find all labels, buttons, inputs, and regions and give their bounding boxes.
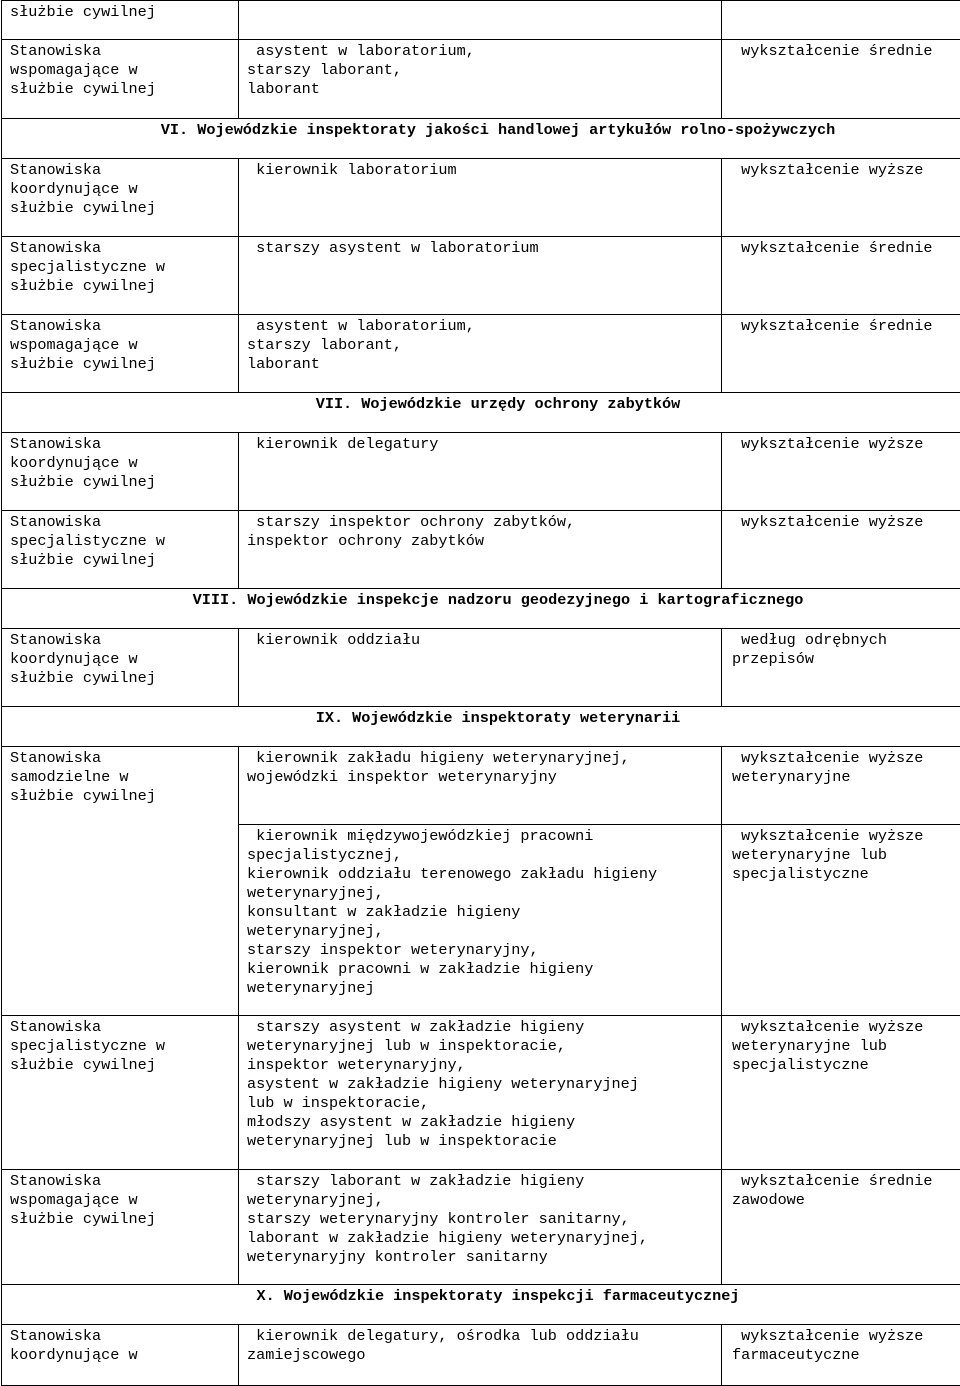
cell-line: służbie cywilnej	[10, 3, 234, 22]
position-group-cell	[2, 629, 239, 707]
section-header-row	[2, 393, 960, 433]
cell-line: zamiejscowego	[247, 1346, 717, 1365]
table-row	[2, 511, 960, 589]
cell-line: służbie cywilnej	[10, 551, 234, 570]
cell-line: specjalistyczne w	[10, 532, 234, 551]
section-title: VIII. Wojewódzkie inspekcje nadzoru geodezyjnego i kartograficznego	[2, 589, 960, 629]
cell-line: wspomagające w	[10, 1191, 234, 1210]
requirements-cell	[722, 511, 960, 589]
table-row	[2, 825, 960, 1016]
cell-line: kierownik laboratorium	[247, 161, 717, 180]
cell-line: specjalistycznej,	[247, 846, 717, 865]
section-title: X. Wojewódzkie inspektoraty inspekcji farmaceutycznej	[2, 1285, 960, 1325]
cell-line: starszy inspektor ochrony zabytków,	[247, 513, 717, 532]
cell-line: Stanowiska	[10, 749, 234, 768]
positions-table-body	[2, 1, 960, 1386]
position-titles-cell	[239, 1, 722, 40]
cell-line: specjalistyczne	[732, 1056, 960, 1075]
position-group-cell	[2, 1325, 239, 1386]
table-row	[2, 159, 960, 237]
cell-line: służbie cywilnej	[10, 1056, 234, 1075]
cell-line: służbie cywilnej	[10, 355, 234, 374]
table-row	[2, 315, 960, 393]
position-titles-cell	[239, 40, 722, 119]
cell-line: asystent w zakładzie higieny weterynaryjnej	[247, 1075, 717, 1094]
cell-line: starszy asystent w zakładzie higieny	[247, 1018, 717, 1037]
position-titles-cell	[239, 315, 722, 393]
position-group-cell	[2, 40, 239, 119]
cell-line: koordynujące w	[10, 180, 234, 199]
cell-line: wykształcenie wyższe	[732, 161, 960, 180]
position-group-cell	[2, 511, 239, 589]
table-row	[2, 1325, 960, 1386]
cell-line: laborant w zakładzie higieny weterynaryjnej,	[247, 1229, 717, 1248]
positions-table	[1, 0, 960, 1386]
cell-line: weterynaryjnej lub w inspektoracie	[247, 1132, 717, 1151]
cell-line: weterynaryjnej	[247, 979, 717, 998]
cell-line: weterynaryjnej,	[247, 884, 717, 903]
cell-line: Stanowiska	[10, 1327, 234, 1346]
cell-line: wykształcenie wyższe	[732, 435, 960, 454]
position-group-cell	[2, 825, 239, 1016]
cell-line: wykształcenie średnie	[732, 239, 960, 258]
position-titles-cell	[239, 629, 722, 707]
cell-line: kierownik oddziału terenowego zakładu higieny	[247, 865, 717, 884]
cell-line: laborant	[247, 355, 717, 374]
position-group-cell	[2, 315, 239, 393]
cell-line: wojewódzki inspektor weterynaryjny	[247, 768, 717, 787]
cell-line: koordynujące w	[10, 1346, 234, 1365]
position-group-cell	[2, 433, 239, 511]
cell-line: służbie cywilnej	[10, 277, 234, 296]
requirements-cell	[722, 825, 960, 1016]
cell-line: przepisów	[732, 650, 960, 669]
cell-line: weterynaryjnej,	[247, 1191, 717, 1210]
cell-line: starszy asystent w laboratorium	[247, 239, 717, 258]
table-row	[2, 433, 960, 511]
cell-line: lub w inspektoracie,	[247, 1094, 717, 1113]
cell-line: wykształcenie średnie	[732, 317, 960, 336]
cell-line: służbie cywilnej	[10, 787, 234, 806]
position-titles-cell	[239, 1170, 722, 1285]
position-titles-cell	[239, 825, 722, 1016]
position-titles-cell	[239, 159, 722, 237]
requirements-cell	[722, 159, 960, 237]
cell-line: kierownik delegatury	[247, 435, 717, 454]
cell-line: weterynaryjnej lub w inspektoracie,	[247, 1037, 717, 1056]
cell-line: asystent w laboratorium,	[247, 42, 717, 61]
section-header-row	[2, 1285, 960, 1325]
table-row	[2, 629, 960, 707]
cell-line: wspomagające w	[10, 336, 234, 355]
cell-line: kierownik zakładu higieny weterynaryjnej,	[247, 749, 717, 768]
table-row	[2, 237, 960, 315]
cell-line: inspektor ochrony zabytków	[247, 532, 717, 551]
position-group-cell	[2, 237, 239, 315]
cell-line: kierownik pracowni w zakładzie higieny	[247, 960, 717, 979]
cell-line: kierownik oddziału	[247, 631, 717, 650]
cell-line: inspektor weterynaryjny,	[247, 1056, 717, 1075]
section-title: VI. Wojewódzkie inspektoraty jakości handlowej artykułów rolno-spożywczych	[2, 119, 960, 159]
cell-line: Stanowiska	[10, 317, 234, 336]
cell-line: weterynaryjny kontroler sanitarny	[247, 1248, 717, 1267]
cell-line: weterynaryjne lub	[732, 846, 960, 865]
position-group-cell	[2, 1, 239, 40]
cell-line: weterynaryjne	[732, 768, 960, 787]
cell-line: kierownik delegatury, ośrodka lub oddziału	[247, 1327, 717, 1346]
cell-line: służbie cywilnej	[10, 473, 234, 492]
position-titles-cell	[239, 237, 722, 315]
section-header-row	[2, 589, 960, 629]
cell-line: wykształcenie średnie	[732, 42, 960, 61]
position-group-cell	[2, 747, 239, 825]
requirements-cell	[722, 315, 960, 393]
position-titles-cell	[239, 433, 722, 511]
requirements-cell	[722, 1325, 960, 1386]
cell-line: specjalistyczne w	[10, 1037, 234, 1056]
table-row	[2, 40, 960, 119]
cell-line: weterynaryjne lub	[732, 1037, 960, 1056]
section-title: VII. Wojewódzkie urzędy ochrony zabytków	[2, 393, 960, 433]
cell-line: Stanowiska	[10, 42, 234, 61]
section-header-row	[2, 119, 960, 159]
requirements-cell	[722, 747, 960, 825]
cell-line: specjalistyczne	[732, 865, 960, 884]
cell-line: laborant	[247, 80, 717, 99]
cell-line: specjalistyczne w	[10, 258, 234, 277]
cell-line: służbie cywilnej	[10, 80, 234, 99]
cell-line: służbie cywilnej	[10, 669, 234, 688]
cell-line: koordynujące w	[10, 650, 234, 669]
table-row	[2, 747, 960, 825]
cell-line: wykształcenie wyższe	[732, 513, 960, 532]
table-row	[2, 1016, 960, 1170]
requirements-cell	[722, 40, 960, 119]
table-row	[2, 1, 960, 40]
cell-line: farmaceutyczne	[732, 1346, 960, 1365]
position-titles-cell	[239, 747, 722, 825]
section-header-row	[2, 707, 960, 747]
position-titles-cell	[239, 511, 722, 589]
cell-line: Stanowiska	[10, 1018, 234, 1037]
cell-line: wykształcenie wyższe	[732, 1327, 960, 1346]
requirements-cell	[722, 1170, 960, 1285]
cell-line: Stanowiska	[10, 1172, 234, 1191]
cell-line: młodszy asystent w zakładzie higieny	[247, 1113, 717, 1132]
cell-line: według odrębnych	[732, 631, 960, 650]
requirements-cell	[722, 1016, 960, 1170]
requirements-cell	[722, 237, 960, 315]
requirements-cell	[722, 433, 960, 511]
cell-line: służbie cywilnej	[10, 199, 234, 218]
cell-line: koordynujące w	[10, 454, 234, 473]
cell-line: Stanowiska	[10, 239, 234, 258]
requirements-cell	[722, 629, 960, 707]
cell-line: starszy laborant,	[247, 61, 717, 80]
cell-line: weterynaryjnej,	[247, 922, 717, 941]
position-titles-cell	[239, 1016, 722, 1170]
cell-line: Stanowiska	[10, 161, 234, 180]
position-group-cell	[2, 1170, 239, 1285]
cell-line: Stanowiska	[10, 631, 234, 650]
cell-line: służbie cywilnej	[10, 1210, 234, 1229]
cell-line: starszy laborant,	[247, 336, 717, 355]
cell-line: asystent w laboratorium,	[247, 317, 717, 336]
cell-line: wykształcenie średnie	[732, 1172, 960, 1191]
cell-line: wykształcenie wyższe	[732, 827, 960, 846]
cell-line: Stanowiska	[10, 435, 234, 454]
cell-line: zawodowe	[732, 1191, 960, 1210]
position-group-cell	[2, 159, 239, 237]
requirements-cell	[722, 1, 960, 40]
cell-line: konsultant w zakładzie higieny	[247, 903, 717, 922]
cell-line: wspomagające w	[10, 61, 234, 80]
cell-line: starszy inspektor weterynaryjny,	[247, 941, 717, 960]
cell-line: Stanowiska	[10, 513, 234, 532]
section-title: IX. Wojewódzkie inspektoraty weterynarii	[2, 707, 960, 747]
cell-line: starszy laborant w zakładzie higieny	[247, 1172, 717, 1191]
cell-line: kierownik międzywojewódzkiej pracowni	[247, 827, 717, 846]
cell-line: wykształcenie wyższe	[732, 749, 960, 768]
position-group-cell	[2, 1016, 239, 1170]
position-titles-cell	[239, 1325, 722, 1386]
cell-line: samodzielne w	[10, 768, 234, 787]
cell-line: starszy weterynaryjny kontroler sanitarny,	[247, 1210, 717, 1229]
table-row	[2, 1170, 960, 1285]
cell-line: wykształcenie wyższe	[732, 1018, 960, 1037]
